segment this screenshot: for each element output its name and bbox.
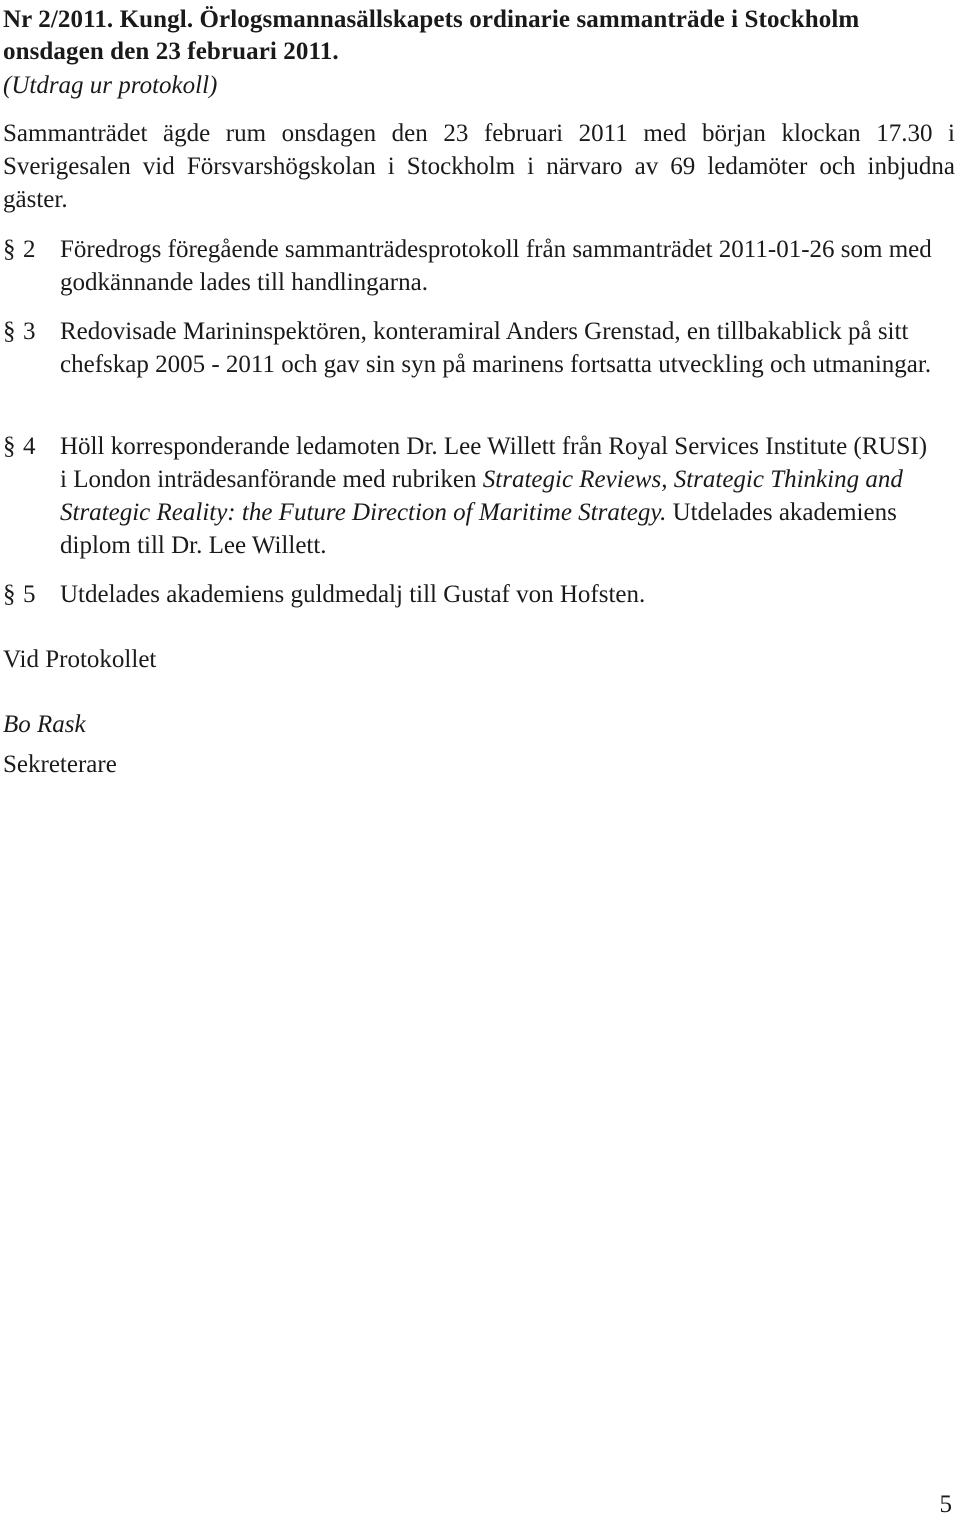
section-symbol: § [3,318,16,345]
section-text [60,430,940,562]
intro-paragraph: Sammanträdet ägde rum onsdagen den 23 februari 2011 med början klockan 17.30 i Sverigesalen vid Försvarshögskolan i Stockholm i närvaro av 69 ledamöter och inbjudna gäster. [3,120,955,213]
section-2 [3,233,955,299]
section-text-lead: Höll korresponderande ledamoten Dr. Lee Willett från Royal Services Institute (RUSI) i London inträdesanförande med rubriken [60,433,928,493]
document-title: Nr 2/2011. Kungl. Örlogsmannasällskapets ordinarie sammanträde i Stockholm onsdagen den 23 februari 2011. [3,6,860,65]
document-subtitle: (Utdrag ur protokoll) [3,72,218,99]
page-number: 5 [939,1491,952,1518]
signature-role: Sekreterare [3,751,117,778]
section-symbol: § [3,433,16,460]
section-text: Föredrogs föregående sammanträdesprotokoll från sammanträdet 2011-01-26 som med godkännande lades till handlingarna. [60,236,932,296]
section-text-tail: Utdelades akademiens diplom till Dr. Lee Willett. [60,499,897,559]
section-5 [3,578,955,611]
section-number: 5 [23,581,36,608]
section-symbol: § [3,236,16,263]
section-symbol: § [3,581,16,608]
section-4 [3,430,955,562]
section-number: 3 [23,318,36,345]
section-text: Utdelades akademiens guldmedalj till Gustaf von Hofsten. [60,581,646,608]
section-number: 4 [23,433,36,460]
closing-line: Vid Protokollet [3,646,157,673]
section-text: Redovisade Marininspektören, konteramiral Anders Grenstad, en tillbakablick på sitt chefskap 2005 - 2011 och gav sin syn på marinens fortsatta utveckling och utmaningar. [60,318,932,378]
lecture-title: Strategic Reviews, Strategic Thinking and Strategic Reality: the Future Direction of Maritime Strategy. [60,466,903,526]
signature-name: Bo Rask [3,711,86,738]
section-number: 2 [23,236,36,263]
section-3 [3,315,955,414]
